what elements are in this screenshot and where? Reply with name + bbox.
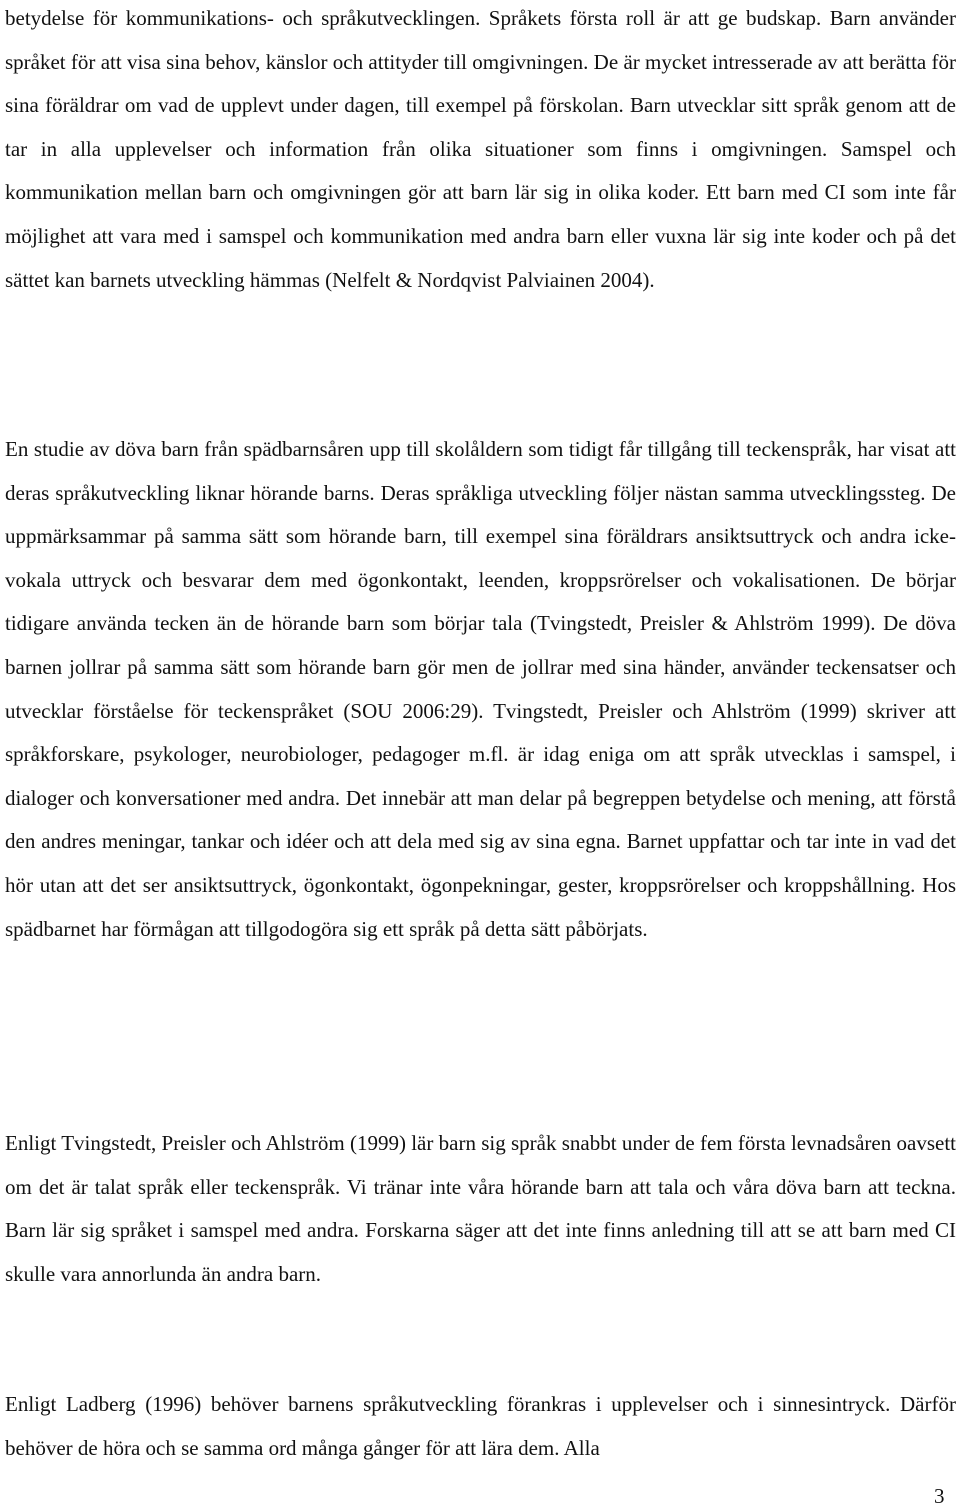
paragraph-4: Enligt Ladberg (1996) behöver barnens språkutveckling förankras i upplevelser och i sinnesintryck. Därför behöver de höra och se samma ord många gånger för att lära dem. Alla — [5, 1392, 956, 1460]
page-number: 3 — [934, 1484, 945, 1508]
paragraph-2: En studie av döva barn från spädbarnsåren upp till skolåldern som tidigt får tillgång till teckenspråk, har visat att deras språkutveckling liknar hörande barns. Deras språkliga utveckling följer nästan samma utvecklingssteg. De uppmärksammar på samma sätt som hörande barn, till exempel sina föräldrars ansiktsuttryck och andra icke-vokala uttryck och besvarar dem med ögonkontakt, leenden, kroppsrörelser och vokalisationen. De börjar tidigare använda tecken än de hörande barn som börjar tala (Tvingstedt, Preisler & Ahlström 1999). De döva barnen jollrar på samma sätt som hörande barn gör men de jollrar med sina händer, använder teckensatser och utvecklar förståelse för teckenspråket (SOU 2006:29). Tvingstedt, Preisler och Ahlström (1999) skriver att språkforskare, psykologer, neurobiologer, pedagoger m.fl. är idag eniga om att språk utvecklas i samspel, i dialoger och konversationer med andra. Det innebär att man delar på begreppen betydelse och mening, att förstå den andres meningar, tankar och idéer och att dela med sig av sina egna. Barnet uppfattar och tar inte in vad det hör utan att det ser ansiktsuttryck, ögonkontakt, ögonpekningar, gester, kroppsrörelser och kroppshållning. Hos spädbarnet har förmågan att tillgodogöra sig ett språk på detta sätt påbörjats. — [5, 437, 956, 941]
paragraph-1: betydelse för kommunikations- och språkutvecklingen. Språkets första roll är att ge budskap. Barn använder språket för att visa sina behov, känslor och attityder till omgivningen. De är mycket intresserade av att berätta för sina föräldrar om vad de upplevt under dagen, till exempel på förskolan. Barn utvecklar sitt språk genom att de tar in alla upplevelser och information från olika situationer som finns i omgivningen. Samspel och kommunikation mellan barn och omgivningen gör att barn lär sig in olika koder. Ett barn med CI som inte får möjlighet att vara med i samspel och kommunikation med andra barn eller vuxna lär sig inte koder och på det sättet kan barnets utveckling hämmas (Nelfelt & Nordqvist Palviainen 2004). — [5, 6, 956, 292]
paragraph-3: Enligt Tvingstedt, Preisler och Ahlström (1999) lär barn sig språk snabbt under de fem första levnadsåren oavsett om det är talat språk eller teckenspråk. Vi tränar inte våra hörande barn att tala och våra döva barn att teckna. Barn lär sig språket i samspel med andra. Forskarna säger att det inte finns anledning till att se att barn med CI skulle vara annorlunda än andra barn. — [5, 1131, 956, 1286]
